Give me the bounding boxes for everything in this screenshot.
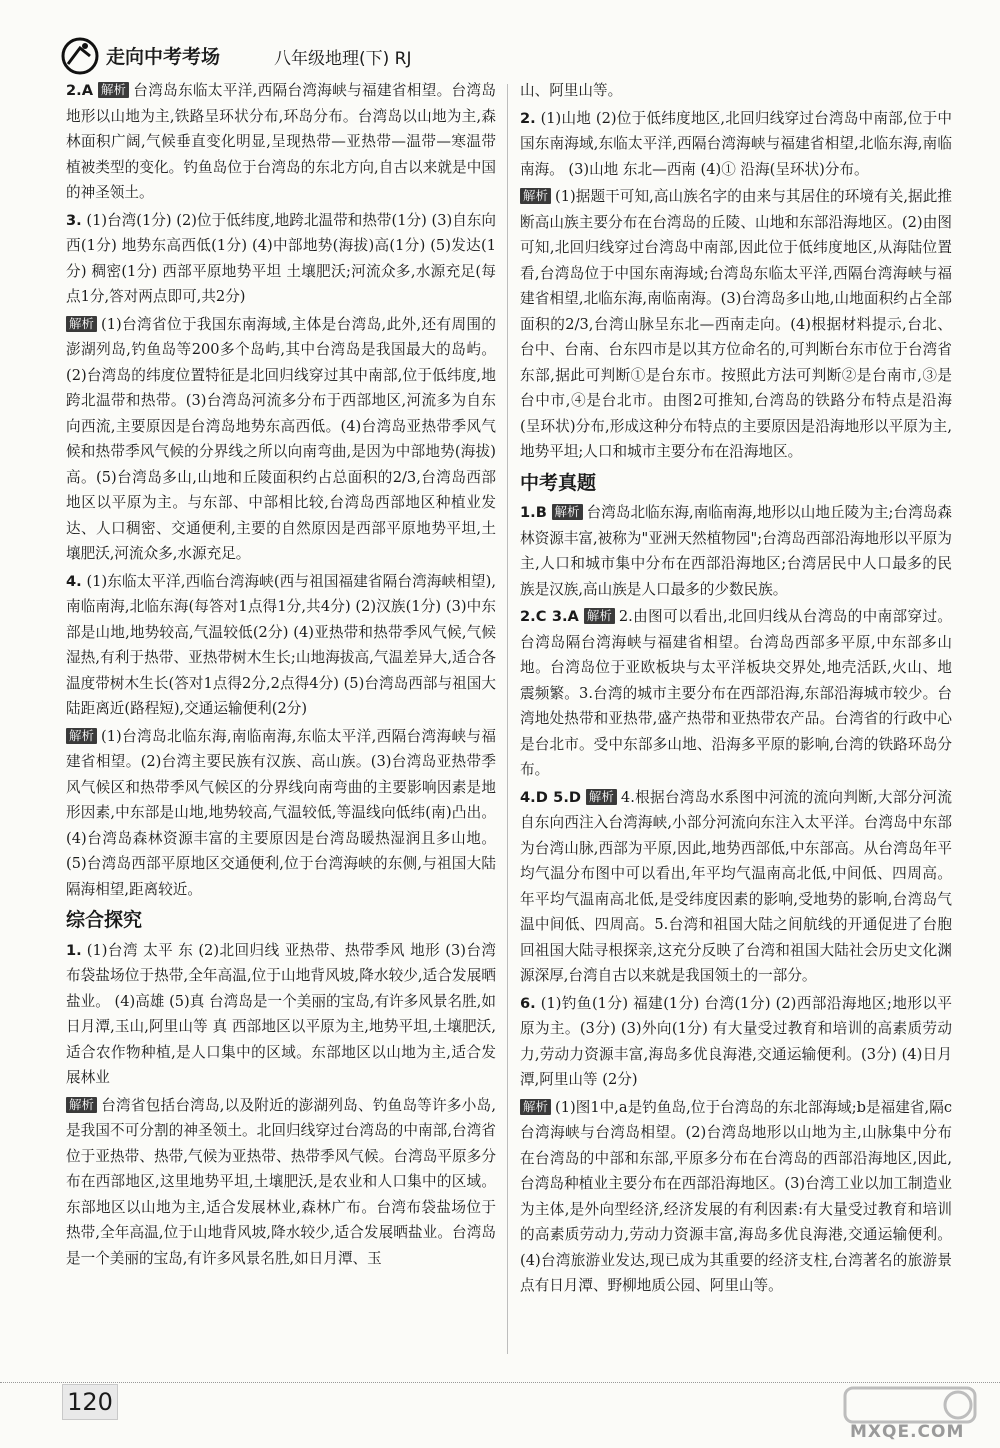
brand-title: 走向中考考场 bbox=[106, 46, 221, 68]
answer-text: 2.由图可以看出,北回归线从台湾岛的中南部穿过。台湾岛隔台湾海峡与福建省相望。台湾岛西部多平原,中东部多山地。台湾岛位于亚欧板块与太平洋板块交界处,地壳活跃,火山、地震频繁。3.台湾的城市主要分布在西部沿海,东部沿海城市较少。台湾地处热带和亚热带,盛产热带和亚热带农产品。台湾省的行政中心是台北市。受中东部多山地、沿海多平原的影响,台湾的铁路环岛分布。 bbox=[520, 608, 953, 778]
answer-text: (1)台湾省位于我国东南海域,主体是台湾岛,此外,还有周围的澎湖列岛,钓鱼岛等200多个岛屿,其中台湾岛是我国最大的岛屿。(2)台湾岛的纬度位置特征是北回归线穿过其中南部,位于低纬度,地跨北温带和热带。(3)台湾岛河流多分布于西部地区,河流多为自东向西流,主要原因是台湾岛地势东高西低。(4)台湾岛亚热带季风气候和热带季风气候的分界线之所以向南弯曲,是因为中部地势(海拔)高。(5)台湾岛多山,山地和丘陵面积约占总面积的2/3,台湾岛西部地区以平原为主。与东部、中部相比较,台湾岛西部地区种植业发达、人口稠密、交通便利,主要的自然原因是西部平原地势平坦,土壤肥沃,河流众多,水源充足。 bbox=[66, 315, 496, 562]
answer-item bbox=[520, 78, 952, 104]
question-number: 4. bbox=[66, 572, 82, 590]
answer-item bbox=[66, 724, 496, 903]
analysis-tag: 解析 bbox=[520, 1099, 551, 1115]
answer-item bbox=[520, 500, 952, 602]
answer-text: (1)据题干可知,高山族名字的由来与其居住的环境有关,据此推断高山族主要分布在台湾岛的丘陵、山地和东部沿海地区。(2)由图可知,北回归线穿过台湾岛中南部,因此位于低纬度地区,从海陆位置看,台湾岛位于中国东南海域;台湾岛东临太平洋,西隔台湾海峡与福建省相望,北临东海,南临南海。(3)台湾岛多山地,山地面积约占全部面积的2/3,台湾山脉呈东北—西南走向。(4)根据材料提示,台北、台中、台南、台东四市是以其方位命名的,可判断台东市位于台湾省东部,据此可判断①是台东市。按照此方法可判断②是台南市,③是台中市,④是台北市。由图2可推知,台湾岛的铁路分布特点是沿海(呈环状)分布,形成这种分布特点的主要原因是沿海地形以平原为主,地势平坦;人口和城市主要分布在沿海地区。 bbox=[520, 188, 952, 460]
question-number: 1. bbox=[66, 941, 82, 959]
answer-item bbox=[520, 604, 952, 783]
answer-item bbox=[66, 938, 496, 1091]
question-number: 2. bbox=[520, 109, 536, 127]
section-heading: 综合探究 bbox=[66, 909, 143, 931]
answer-text: (1)台湾 太平 东 (2)北回归线 亚热带、热带季风 地形 (3)台湾布袋盐场位于热带,全年高温,位于山地背风坡,降水较少,适合发展晒盐业。 (4)高雄 (5)真 台湾岛是一个美丽的宝岛,有许多风景名胜,如日月潭,玉山,阿里山等 真 西部地区以平原为主,地势平坦,土壤肥沃,适合农作物种植,是人口集中的区域。东部地区以山地为主,适合发展林业 bbox=[66, 941, 497, 1086]
watermark-text: MXQE.COM bbox=[850, 1422, 965, 1442]
question-number: 4.D 5.D bbox=[520, 788, 581, 806]
answer-text: (1)台湾(1分) (2)位于低纬度,地跨北温带和热带(1分) (3)自东向西(1分) 地势东高西低(1分) (4)中部地势(海拔)高(1分) (5)发达(1分) 稠密(1分) 西部平原地势平坦 土壤肥沃;河流众多,水源充足(每点1分,答对两点即可,共2分) bbox=[66, 211, 497, 305]
question-number: 2.C 3.A bbox=[520, 608, 579, 625]
analysis-tag: 解析 bbox=[66, 316, 97, 332]
analysis-tag: 解析 bbox=[66, 1097, 97, 1113]
answer-text: 台湾岛北临东海,南临南海,地形以山地丘陵为主;台湾岛森林资源丰富,被称为"亚洲天然植物园";台湾岛西部沿海地形以平原为主,人口和城市集中分布在西部沿海地区;台湾居民中人口最多的民族是汉族,高山族是人口最多的少数民族。 bbox=[520, 504, 953, 598]
question-number: 3. bbox=[66, 211, 82, 229]
analysis-tag: 解析 bbox=[584, 608, 615, 624]
answer-text: (1)钓鱼(1分) 福建(1分) 台湾(1分) (2)西部沿海地区;地形以平原为主。(3分) (3)外向(1分) 有大量受过教育和培训的高素质劳动力,劳动力资源丰富,海岛多优良海港,交通运输便利。(3分) (4)日月潭,阿里山等 (2分) bbox=[520, 994, 952, 1088]
answer-item bbox=[520, 184, 952, 465]
answer-item bbox=[520, 785, 952, 989]
analysis-tag: 解析 bbox=[586, 789, 617, 805]
answer-item bbox=[520, 106, 952, 183]
answer-text: (1)东临太平洋,西临台湾海峡(西与祖国福建省隔台湾海峡相望),南临南海,北临东海(每答对1点得1分,共4分) (2)汉族(1分) (3)中东部是山地,地势较高,气温较低(2分) (4)亚热带和热带季风气候,气候湿热,有利于热带、亚热带树木生长;山地海拔高,气温差异大,适合各温度带树木生长(答对1点得2分,2点得4分) (5)台湾岛西部与祖国大陆距离近(路程短),交通运输便利(2分) bbox=[66, 572, 497, 717]
answer-text: (1)图1中,a是钓鱼岛,位于台湾岛的东北部海域;b是福建省,隔c台湾海峡与台湾岛相望。(2)台湾岛地形以山地为主,山脉集中分布在台湾岛的中部和东部,平原多分布在台湾岛的西部沿海地区,因此,台湾岛种植业主要分布在西部沿海地区。(3)台湾工业以加工制造业为主体,是外向型经济,经济发展的有利因素:有大量受过教育和培训的高素质劳动力,劳动力资源丰富,海岛多优良海港,交通运输便利。(4)台湾旅游业发达,现已成为其重要的经济支柱,台湾著名的旅游景点有日月潭、野柳地质公园、阿里山等。 bbox=[520, 1098, 952, 1294]
answer-item bbox=[66, 569, 496, 722]
answer-item bbox=[66, 1093, 496, 1272]
answer-item bbox=[66, 208, 496, 310]
page-number: 120 bbox=[62, 1384, 118, 1420]
analysis-tag: 解析 bbox=[66, 728, 97, 744]
column-divider bbox=[507, 84, 508, 1354]
answer-text: 4.根据台湾岛水系图中河流的流向判断,大部分河流自东向西注入台湾海峡,小部分河流向东注入太平洋。台湾岛中东部为台湾山脉,西部为平原,因此,地势西部低,中东部高。从台湾岛年平均气温分布图中可以看出,年平均气温南高北低,中间低、四周高。年平均气温南高北低,是受纬度因素的影响,受地势的影响,台湾岛气温中间低、四周高。5.台湾和祖国大陆之间航线的开通促进了台胞回祖国大陆寻根探亲,这充分反映了台湾和祖国大陆社会历史文化渊源深厚,台湾自古以来就是我国领土的一部分。 bbox=[520, 788, 952, 984]
right-column bbox=[520, 78, 952, 1301]
answer-item bbox=[520, 1095, 952, 1299]
analysis-tag: 解析 bbox=[98, 82, 129, 98]
analysis-tag: 解析 bbox=[520, 188, 551, 204]
answer-item bbox=[66, 78, 496, 206]
answer-text: 台湾省包括台湾岛,以及附近的澎湖列岛、钓鱼岛等许多小岛,是我国不可分割的神圣领土。北回归线穿过台湾岛的中南部,台湾省位于亚热带、热带,气候为亚热带、热带季风气候。台湾岛平原多分布在西部地区,这里地势平坦,土壤肥沃,是农业和人口集中的区域。东部地区以山地为主,适合发展林业,森林广布。台湾布袋盐场位于热带,全年高温,位于山地背风坡,降水较少,适合发展晒盐业。台湾岛是一个美丽的宝岛,有许多风景名胜,如日月潭、玉 bbox=[66, 1096, 496, 1267]
section-heading: 中考真题 bbox=[520, 471, 597, 494]
answer-text: (1)山地 (2)位于低纬度地区,北回归线穿过台湾岛中南部,位于中国东南海域,东临太平洋,西隔台湾海峡与福建省相望,北临东海,南临南海。 (3)山地 东北—西南 (4)① 沿海(呈环状)分布。 bbox=[520, 109, 953, 178]
question-number: 2.A bbox=[66, 82, 93, 99]
runner-logo-icon bbox=[60, 36, 100, 76]
answer-item bbox=[520, 991, 952, 1093]
answer-text: (1)台湾岛北临东海,南临南海,东临太平洋,西隔台湾海峡与福建省相望。(2)台湾主要民族有汉族、高山族。(3)台湾岛亚热带季风气候区和热带季风气候区的分界线向南弯曲的主要影响因素是地形因素,中东部是山地,地势较高,气温较低,等温线向低纬(南)凸出。(4)台湾岛森林资源丰富的主要原因是台湾岛暖热湿润且多山地。(5)台湾岛西部平原地区交通便利,位于台湾海峡的东侧,与祖国大陆隔海相望,距离较近。 bbox=[66, 727, 496, 898]
page-header bbox=[60, 36, 960, 76]
answer-text: 台湾岛东临太平洋,西隔台湾海峡与福建省相望。台湾岛地形以山地为主,铁路呈环状分布,环岛分布。台湾岛以山地为主,森林面积广阔,气候垂直变化明显,呈现热带—亚热带—温带—寒温带植被类型的变化。钓鱼岛位于台湾岛的东北方向,自古以来就是中国的神圣领土。 bbox=[66, 82, 496, 201]
subject-label: 八年级地理(下) RJ bbox=[274, 49, 412, 69]
answer-item bbox=[66, 312, 496, 567]
question-number: 6. bbox=[520, 994, 536, 1012]
left-column bbox=[66, 78, 496, 1273]
analysis-tag: 解析 bbox=[552, 504, 583, 520]
question-number: 1.B bbox=[520, 504, 547, 521]
answer-text: 山、阿里山等。 bbox=[520, 82, 623, 99]
